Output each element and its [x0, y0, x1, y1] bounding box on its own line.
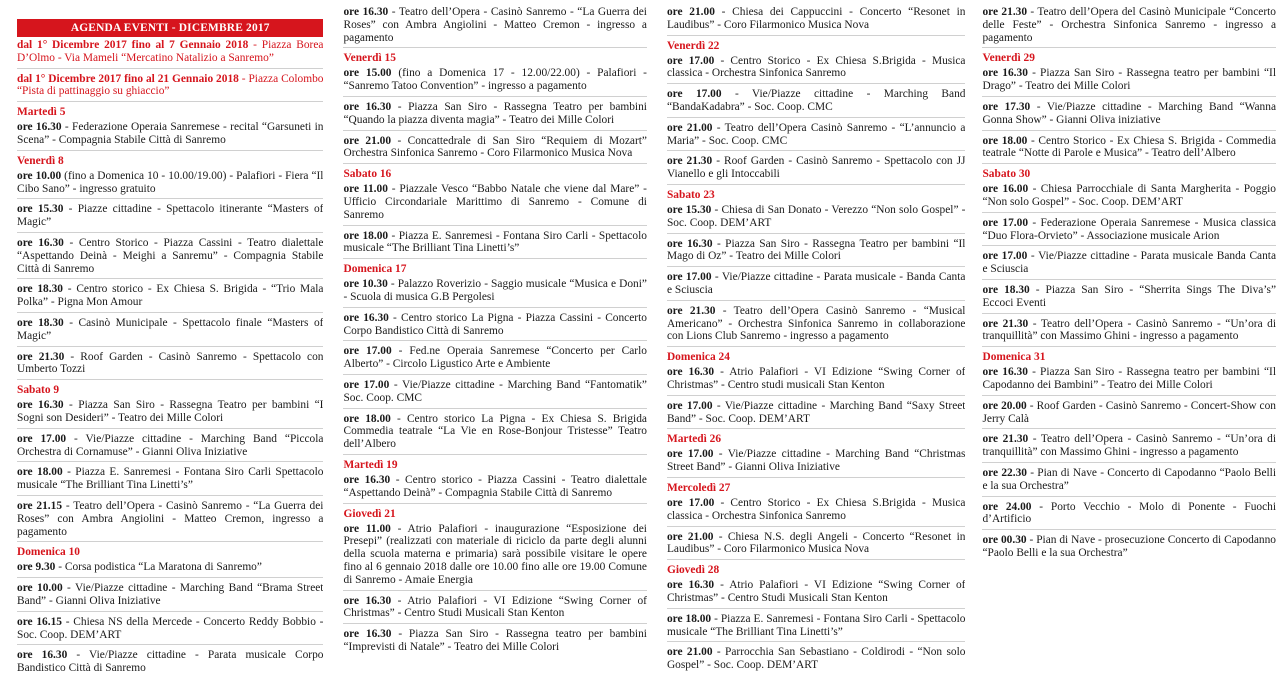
event-description: - Piazza E. Sanremesi - Fontana Siro Carli Spettacolo musicale “The Brilliant Tina Linetti’s” [17, 466, 324, 492]
agenda-title: AGENDA EVENTI - DICEMBRE 2017 [17, 19, 323, 37]
day-heading: Sabato 9 [17, 384, 60, 397]
event-description: - Atrio Palafiori - VI Edizione “Swing Corner of Christmas” - Centro studi musicali Stan Kenton [666, 366, 966, 391]
event-entry [982, 67, 1276, 97]
event-time: ore 17.00 [17, 432, 67, 445]
event-description: - Centro Storico - Ex Chiesa S.Brigida - Musica classica - Orchestra Sinfonica Sanremo [666, 496, 966, 522]
event-time: ore 16.30 [17, 121, 62, 134]
day-heading: Domenica 24 [666, 351, 730, 364]
event-time: ore 15.30 [666, 203, 712, 216]
event-entry [17, 466, 323, 496]
event-description: (fino a Domenica 10 - 10.00/19.00) - Palafiori - Fiera “Il Cibo Sano” - ingresso gratuito [17, 169, 324, 195]
event-description: - Piazza San Siro - Rassegna teatro per bambini “Imprevisti di Natale” - Teatro dei Mille Colori [343, 628, 647, 653]
event-entry [17, 283, 323, 313]
event-entry [667, 613, 966, 643]
event-entry [982, 534, 1276, 563]
event-entry [667, 400, 966, 430]
event-description: - Centro storico - Piazza Cassini - Teatro dialettale “Aspettando Deinà” - Compagnia Stabile Città di Sanremo [343, 473, 647, 499]
event-time: ore 21.30 [982, 6, 1028, 18]
event-entry [982, 467, 1276, 497]
day-heading: Venerdì 29 [982, 52, 1035, 65]
event-time: ore 20.00 [982, 399, 1027, 412]
day-heading: Sabato 16 [343, 168, 392, 181]
event-entry [982, 135, 1276, 165]
event-time: ore 18.00 [666, 612, 712, 625]
event-time: ore 16.30 [17, 236, 64, 249]
event-time: ore 21.00 [666, 646, 713, 659]
event-entry [343, 345, 646, 375]
event-time: ore 17.30 [982, 100, 1031, 113]
event-description: - Fed.ne Operaia Sanremese “Concerto per Carlo Alberto” - Circolo Ligustico Arte e Ambiente [343, 345, 647, 371]
event-time: ore 17.00 [666, 88, 722, 101]
event-entry [982, 501, 1276, 531]
event-description: - Piazza San Siro - “Sherrita Sings The Diva’s” Eccoci Eventi [982, 283, 1276, 309]
event-description: - Palazzo Roverizio - Saggio musicale “Musica e Doni” - Scuola di musica G.B Pergolesi [343, 278, 647, 303]
day-heading: Venerdì 22 [666, 39, 720, 52]
event-description: - Chiesa NS della Mercede - Concerto Reddy Bobbio - Soc. Coop. DEM’ART [17, 615, 324, 641]
event-entry [667, 271, 966, 301]
event-description: - Teatro dell’Opera del Casinò Municipale “Concerto delle Feste” - Orchestra Sinfonica Sanremo - ingresso a pagamento [982, 6, 1276, 44]
event-entry [982, 183, 1276, 213]
event-entry [667, 448, 966, 478]
event-description: - Teatro dell’Opera - Casinò Sanremo - “La Guerra dei Roses” con Ambra Angiolini - Matteo Cremon - ingresso a pagamento [343, 6, 647, 44]
event-entry [667, 204, 966, 234]
event-time: ore 17.00 [343, 378, 390, 391]
event-entry [17, 39, 323, 69]
event-entry [17, 649, 323, 678]
event-time: ore 17.00 [666, 271, 712, 284]
event-description: - Piazza San Siro - Rassegna Teatro per bambini “Il Mago di Oz” - Teatro dei Mille Colori [666, 237, 966, 263]
event-entry [343, 312, 646, 342]
event-entry [17, 561, 323, 578]
event-description: - Vie/Piazze cittadine - Parata musicale Corpo Bandistico Città di Sanremo [17, 649, 324, 675]
event-description: - Piazza San Siro - Rassegna Teatro per bambini “Quando la piazza diventa magia” - Teatro dei Mille Colori [343, 100, 647, 126]
event-description: - Vie/Piazze cittadine - Marching Band “BandaKadabra” - Soc. Coop. CMC [666, 88, 966, 113]
event-entry [667, 579, 966, 609]
event-time: ore 21.00 [666, 530, 714, 543]
day-heading: Domenica 17 [343, 263, 407, 276]
event-entry [667, 122, 966, 152]
event-time: ore 18.30 [17, 316, 64, 329]
event-time: ore 18.00 [343, 229, 389, 242]
event-time: ore 17.00 [666, 496, 715, 509]
event-time: ore 21.30 [666, 304, 716, 317]
event-time: ore 16.30 [982, 67, 1028, 80]
day-heading: Mercoledì 27 [666, 481, 731, 494]
event-entry [667, 305, 966, 347]
event-time: ore 15.00 [343, 67, 392, 80]
event-description: - Piazza Borea D’Olmo - Via Mameli “Mercatino Natalizio a Sanremo” [17, 39, 324, 64]
event-time: ore 21.00 [666, 121, 713, 134]
event-entry [343, 6, 646, 48]
event-time: ore 16.30 [343, 473, 391, 486]
event-entry [17, 616, 323, 646]
event-time: ore 11.00 [343, 522, 391, 535]
event-description: - Piazza E. Sanremesi - Fontana Siro Carli - Spettacolo musicale “The Brilliant Tina Linetti’s” [666, 612, 966, 638]
event-description: - Vie/Piazze cittadine - Marching Band “Saxy Street Band” - Soc. Coop. DEM’ART [666, 399, 966, 425]
event-entry [982, 6, 1276, 48]
event-entry [667, 366, 966, 396]
event-description: - Vie/Piazze cittadine - Parata musicale - Banda Canta e Sciuscia [666, 271, 966, 296]
event-entry [982, 217, 1276, 247]
event-time: ore 00.30 [982, 534, 1027, 547]
event-time: ore 22.30 [982, 466, 1027, 479]
event-entry [982, 366, 1276, 396]
event-description: - Atrio Palafiori - inaugurazione “Esposizione dei Presepi” (realizzati con materiale di riciclo da parte degli alunni della scuola materna e primaria) sarà possibile visitare le opere fino al 6 gennaio 2018 dalle ore 10.00 fino alle ore 19.00 Comune di Sanremo - Amaie Energia [343, 522, 647, 586]
event-description: - Pian di Nave - Concerto di Capodanno “Paolo Belli e la sua Orchestra” [982, 466, 1276, 492]
event-time: ore 16.30 [343, 100, 392, 113]
event-description: - Federazione Operaia Sanremese - recital “Garsuneti in Scena” - Compagnia Stabile Città di Sanremo [17, 121, 324, 146]
event-time: ore 21.00 [666, 6, 715, 18]
day-heading: Giovedì 21 [343, 507, 396, 520]
event-entry [982, 318, 1276, 348]
event-description: - Piazza E. Sanremesi - Fontana Siro Carli - Spettacolo musicale “The Brilliant Tina Linetti’s” [343, 229, 647, 255]
event-description: - Chiesa Parrocchiale di Santa Margherita - Poggio “Non solo Gospel” - Soc. Coop. DEM’ART [982, 183, 1276, 208]
event-entry [343, 474, 646, 504]
event-description: - Roof Garden - Casinò Sanremo - Concert-Show con Jerry Calà [982, 399, 1276, 425]
event-entry [343, 278, 646, 308]
event-time: ore 16.30 [666, 579, 715, 592]
event-description: - Piazza San Siro - Rassegna teatro per bambini “Il Drago” - Teatro dei Mille Colori [982, 67, 1276, 93]
event-entry [667, 55, 966, 85]
event-time: ore 16.30 [343, 311, 389, 324]
event-entry [17, 121, 323, 151]
event-description: - Atrio Palafiori - VI Edizione “Swing Corner of Christmas” - Centro Studi Musicali Stan Kenton [666, 579, 966, 604]
day-heading: Venerdì 15 [343, 52, 396, 65]
day-heading: Martedì 5 [17, 106, 66, 119]
event-time: ore 21.15 [17, 499, 63, 512]
event-entry [343, 413, 646, 455]
event-time: ore 24.00 [982, 500, 1032, 513]
event-entry [343, 67, 646, 97]
event-time: ore 21.00 [343, 134, 392, 147]
event-time: ore 16.15 [17, 615, 62, 628]
event-time: ore 17.00 [982, 216, 1029, 229]
event-description: - Teatro dell’Opera Casinò Sanremo - “Musical Americano” - Orchestra Sinfonica Sanremo in collaborazione con Lions Club Sanremo - ingresso a pagamento [666, 304, 966, 343]
event-description: - Parrocchia San Sebastiano - Coldirodi - “Non solo Gospel” - Soc. Coop. DEM’ART [666, 646, 966, 672]
event-description: - Centro storico La Pigna - Ex Chiesa S. Brigida Commedia teatrale “La Vie en Rose-Bonjour Tristesse” Teatro dell’Albero [343, 412, 647, 451]
day-heading: Sabato 30 [982, 168, 1031, 181]
event-entry [17, 203, 323, 233]
event-description: - Vie/Piazze cittadine - Marching Band “Piccola Orchestra di Cornamuse” - Gianni Oliva Iniziative [17, 432, 324, 458]
event-description: (fino a Domenica 17 - 12.00/22.00) - Palafiori - “Sanremo Tatoo Convention” - ingresso a pagamento [343, 67, 647, 93]
day-heading: Martedì 19 [343, 458, 398, 471]
event-description: - Porto Vecchio - Molo di Ponente - Fuochi d’Artificio [982, 500, 1276, 526]
event-entry [17, 351, 323, 381]
event-description: - Chiesa di San Donato - Verezzo “Non solo Gospel” - Soc. Coop. DEM’ART [666, 203, 966, 229]
event-time: ore 10.00 [17, 582, 63, 595]
event-entry [17, 433, 323, 463]
event-time: ore 18.30 [982, 283, 1030, 296]
event-entry [17, 170, 323, 200]
event-entry [982, 250, 1276, 280]
event-time: ore 16.30 [343, 628, 392, 641]
event-description: - Teatro dell’Opera - Casinò Sanremo - “La Guerra dei Roses” con Ambra Angiolini - Matteo Cremon, ingresso a pagamento [17, 499, 324, 538]
event-entry [17, 317, 323, 347]
event-description: - Atrio Palafiori - VI Edizione “Swing Corner of Christmas” - Centro Studi Musicali Stan Kenton [343, 594, 647, 620]
event-entry [343, 101, 646, 131]
event-entry [667, 238, 966, 268]
event-entry [343, 379, 646, 409]
event-description: - Piazze cittadine - Spettacolo itinerante “Masters of Magic” [17, 203, 324, 229]
event-description: - Roof Garden - Casinò Sanremo - Spettacolo con JJ Vianello e gli Intoccabili [666, 155, 966, 181]
event-entry [17, 399, 323, 429]
event-time: ore 16.30 [343, 594, 392, 607]
event-time: ore 16.30 [17, 649, 68, 662]
event-time: ore 21.30 [982, 433, 1029, 446]
event-description: - Chiesa N.S. degli Angeli - Concerto “Resonet in Laudibus” - Coro Filarmonico Musica Nova [666, 530, 966, 556]
day-heading: Venerdì 8 [17, 154, 64, 167]
event-time: ore 9.30 [17, 561, 56, 574]
event-time: ore 11.00 [343, 183, 388, 196]
event-entry [17, 582, 323, 612]
event-entry [343, 628, 646, 657]
event-description: - Pian di Nave - prosecuzione Concerto di Capodanno “Paolo Belli e la sua Orchestra” [982, 534, 1276, 559]
day-heading: Domenica 10 [17, 546, 80, 559]
event-description: - Centro Storico - Ex Chiesa S. Brigida - Commedia teatrale “Notte di Parole e Musica” - Teatro dell’Albero [982, 134, 1276, 160]
event-entry [982, 284, 1276, 314]
event-description: - Concattedrale di San Siro “Requiem di Mozart” Orchestra Sinfonica Sanremo - Coro Filarmonico Musica Nova [343, 134, 647, 160]
event-time: ore 17.00 [343, 345, 392, 358]
agenda-column-3 [667, 6, 966, 679]
event-entry [667, 6, 966, 36]
event-entry [982, 400, 1276, 430]
event-entry [17, 237, 323, 279]
event-entry [343, 230, 646, 260]
event-time: ore 16.30 [982, 366, 1028, 379]
event-time: dal 1° Dicembre 2017 fino al 21 Gennaio 2018 [17, 72, 239, 85]
event-description: - Vie/Piazze cittadine - Marching Band “Christmas Street Band” - Gianni Oliva Iniziative [666, 448, 966, 474]
event-description: - Piazza San Siro - Rassegna Teatro per bambini “I Sogni son Desideri” - Teatro dei Mille Colori [17, 399, 324, 424]
event-time: ore 16.00 [982, 183, 1029, 196]
event-time: ore 17.00 [982, 250, 1028, 263]
event-entry [343, 135, 646, 165]
event-description: - Teatro dell’Opera - Casinò Sanremo - “Un’ora di tranquillità” con Massimo Ghini - ingresso a pagamento [982, 317, 1276, 343]
event-entry [667, 531, 966, 561]
event-description: - Federazione Operaia Sanremese - Musica classica “Duo Flora-Orvieto” - Associazione musicale Arion [982, 216, 1276, 242]
event-time: ore 21.30 [17, 350, 65, 363]
event-description: - Chiesa dei Cappuccini - Concerto “Resonet in Laudibus” - Coro Filarmonico Musica Nova [666, 6, 966, 31]
agenda-column-4 [982, 6, 1276, 679]
event-time: ore 18.00 [17, 466, 63, 479]
event-description: - Teatro dell’Opera - Casinò Sanremo - “Un’ora di tranquillità” con Massimo Ghini - ingresso a pagamento [982, 433, 1276, 459]
day-heading: Sabato 23 [666, 188, 715, 201]
event-description: - Teatro dell’Opera Casinò Sanremo - “L’annuncio a Maria” - Soc. Coop. CMC [666, 121, 966, 147]
event-time: ore 16.30 [343, 6, 389, 18]
event-time: dal 1° Dicembre 2017 fino al 7 Gennaio 2018 [17, 39, 249, 51]
event-time: ore 18.00 [982, 134, 1028, 147]
event-entry [667, 88, 966, 118]
event-entry [667, 646, 966, 675]
event-time: ore 18.30 [17, 283, 63, 296]
event-description: - Centro Storico - Ex Chiesa S.Brigida - Musica classica - Orchestra Sinfonica Sanremo [666, 54, 966, 80]
event-time: ore 10.30 [343, 278, 388, 291]
event-time: ore 18.00 [343, 412, 391, 425]
event-description: - Vie/Piazze cittadine - Parata musicale Banda Canta e Sciuscia [982, 250, 1276, 276]
event-description: - Corsa podistica “La Maratona di Sanremo” [55, 561, 262, 574]
event-time: ore 17.00 [666, 54, 715, 67]
event-entry [17, 73, 323, 103]
event-description: - Piazzale Vesco “Babbo Natale che viene dal Mare” - Ufficio Circondariale Marittimo di Sanremo - Comune di Sanremo [343, 183, 647, 221]
event-time: ore 21.30 [982, 317, 1029, 330]
day-heading: Giovedì 28 [666, 564, 720, 577]
event-description: - Centro Storico - Piazza Cassini - Teatro dialettale “Aspettando Deinà - Meighi a Sanremu” - Compagnia Stabile Città di Sanremo [17, 236, 324, 275]
event-entry [667, 155, 966, 185]
event-description: - Piazza Colombo “Pista di pattinaggio su ghiaccio” [17, 72, 324, 98]
event-entry [343, 183, 646, 225]
event-description: - Piazza San Siro - Rassegna teatro per bambini “Il Capodanno dei Bambini” - Teatro dei Mille Colori [982, 366, 1276, 391]
event-time: ore 15.30 [17, 203, 64, 216]
event-description: - Casinò Municipale - Spettacolo finale “Masters of Magic” [17, 316, 324, 342]
day-heading: Martedì 26 [666, 433, 722, 446]
event-description: - Vie/Piazze cittadine - Marching Band “Fantomatik” Soc. Coop. CMC [343, 378, 647, 404]
event-entry [17, 500, 323, 542]
event-time: ore 21.30 [666, 155, 713, 168]
agenda-column-2 [343, 6, 646, 679]
event-description: - Roof Garden - Casinò Sanremo - Spettacolo con Umberto Tozzi [17, 350, 324, 376]
event-entry [343, 523, 646, 591]
event-entry [982, 433, 1276, 463]
event-description: - Centro storico La Pigna - Piazza Cassini - Concerto Corpo Bandistico Città di Sanremo [343, 311, 647, 337]
event-time: ore 16.30 [666, 237, 713, 250]
event-description: - Vie/Piazze cittadine - Marching Band “Brama Street Band” - Gianni Oliva Iniziative [17, 582, 324, 607]
event-entry [667, 497, 966, 527]
agenda-column-1 [17, 6, 323, 679]
event-time: ore 17.00 [666, 448, 714, 461]
event-description: - Vie/Piazze cittadine - Marching Band “Wanna Gonna Show” - Gianni Oliva iniziative [982, 100, 1276, 126]
event-entry [343, 595, 646, 625]
event-time: ore 17.00 [666, 399, 713, 412]
event-description: - Centro storico - Ex Chiesa S. Brigida - “Trio Mala Polka” - Pigna Mon Amour [17, 283, 324, 309]
event-time: ore 10.00 [17, 169, 62, 182]
event-time: ore 16.30 [17, 399, 64, 412]
event-entry [982, 101, 1276, 131]
event-time: ore 16.30 [666, 366, 715, 379]
day-heading: Domenica 31 [982, 351, 1046, 364]
